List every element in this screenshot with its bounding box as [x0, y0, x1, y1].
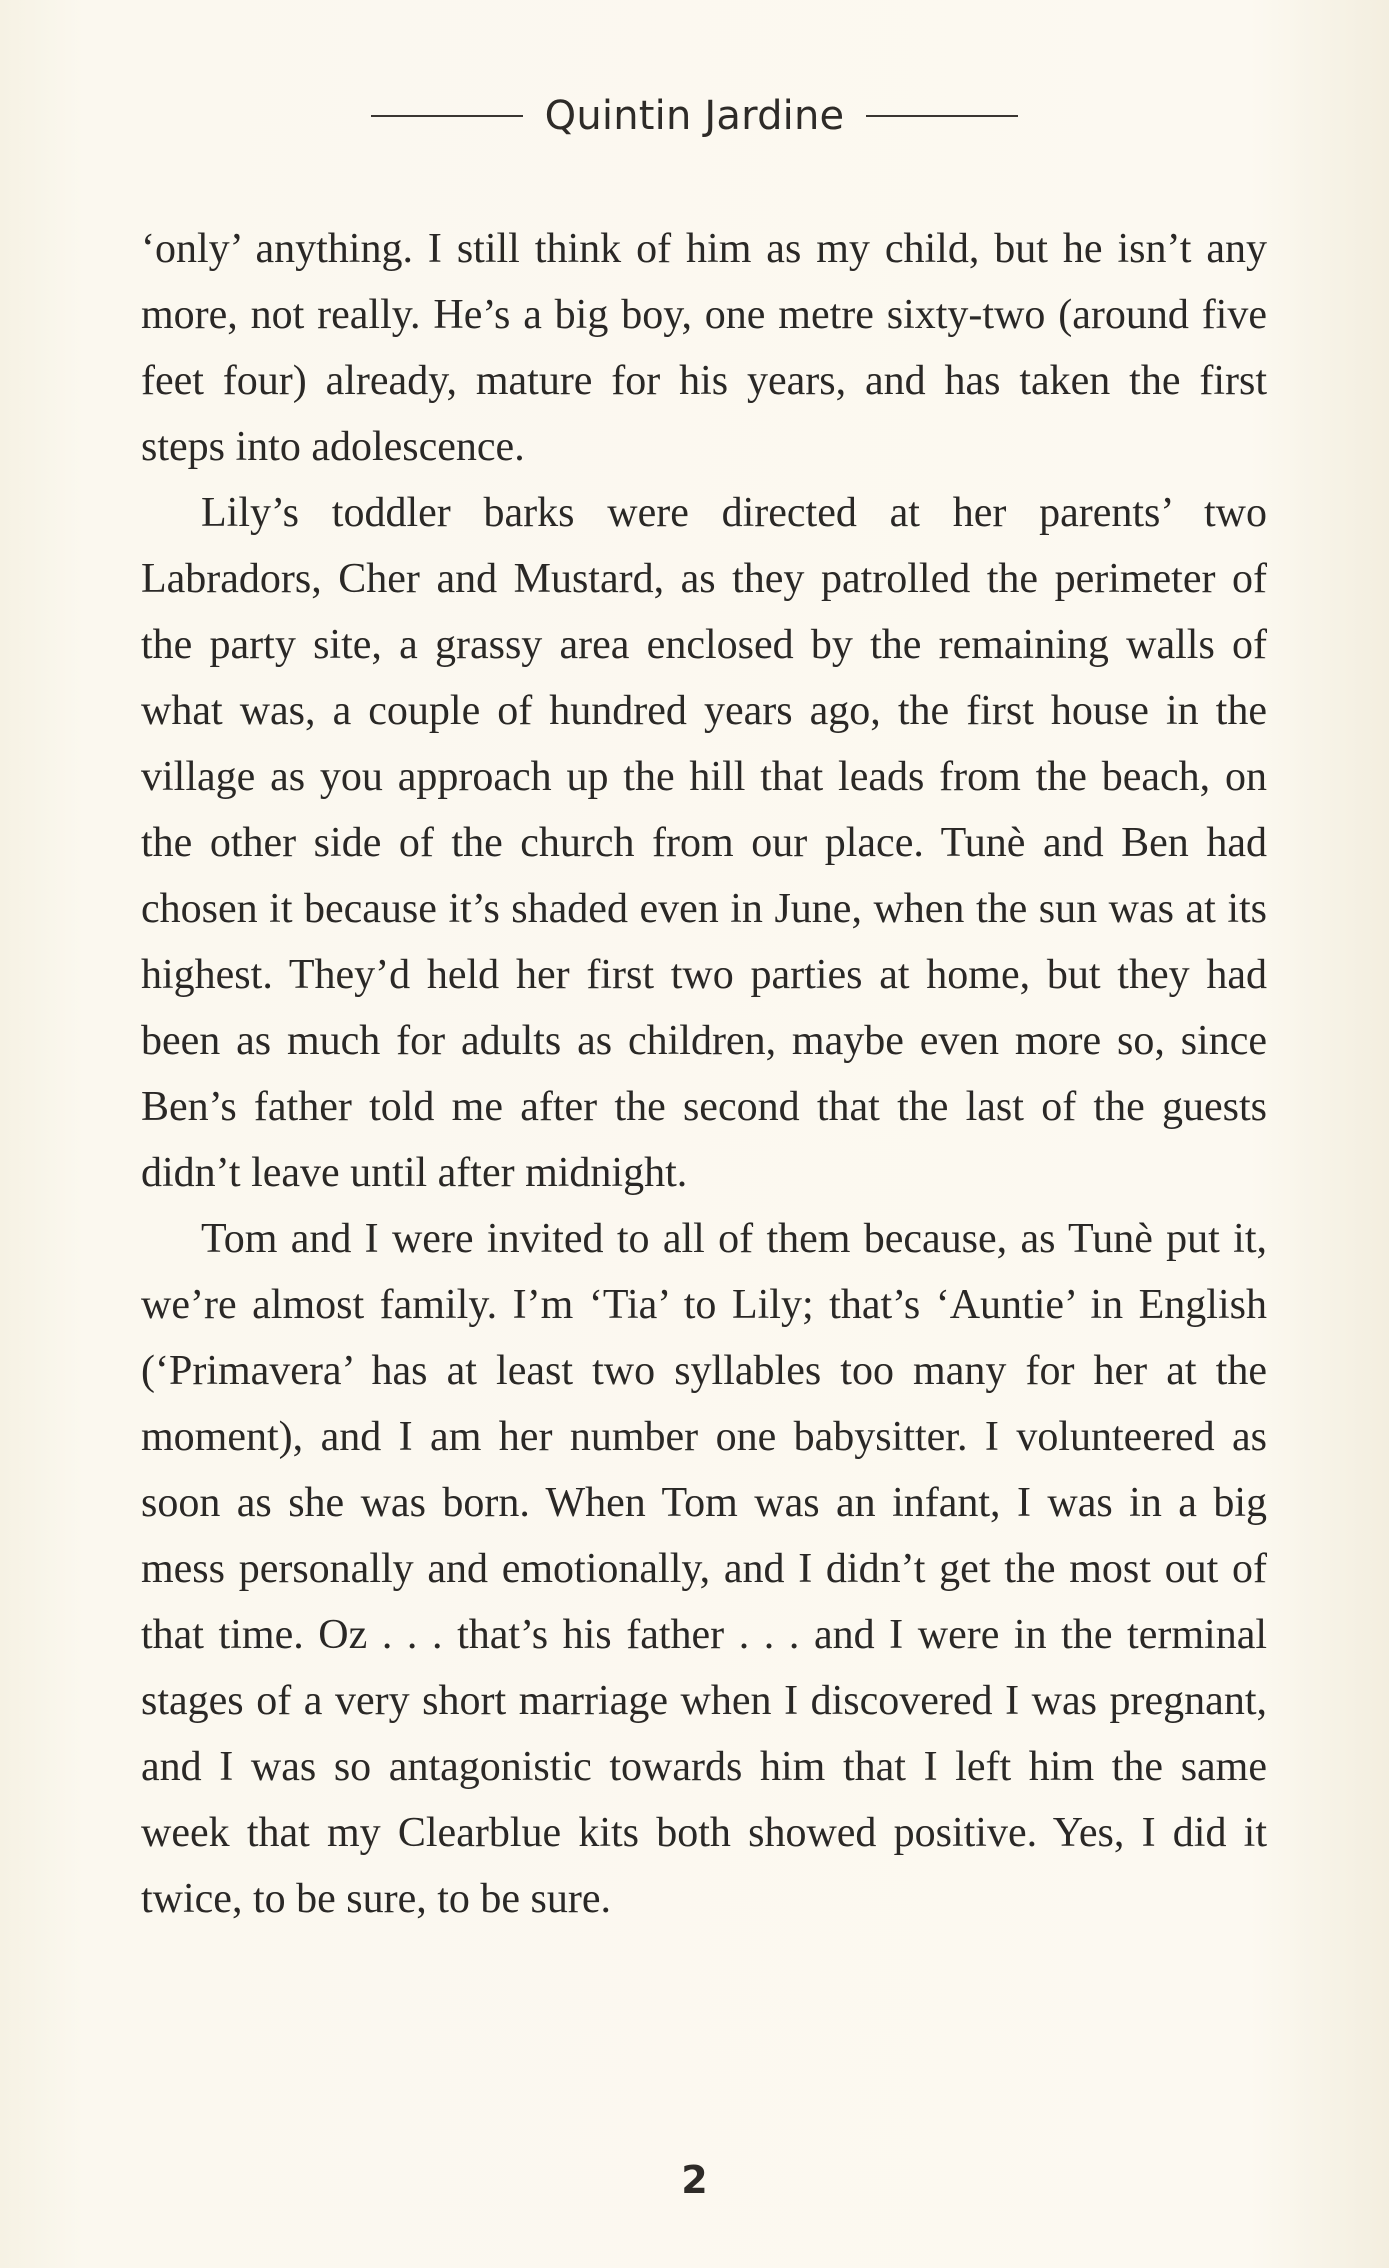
header-author: Quintin Jardine [544, 93, 845, 139]
header-rule-left [371, 115, 523, 117]
paragraph: Tom and I were invited to all of them because, as Tunè put it, we’re almost family. I’m ‘Tia’ to Lily; that’s ‘Auntie’ in English (‘Primavera’ has at least two syllables too many for her at the moment), and I am her number one babysitter. I volunteered as soon as she was born. When Tom was an infant, I was in a big mess personally and emotionally, and I didn’t get the most out of that time. Oz . . . that’s his father . . . and I were in the terminal stages of a very short marriage when I discovered I was pregnant, and I was so antagonistic towards him that I left him the same week that my Clearblue kits both showed positive. Yes, I did it twice, to be sure, to be sure. [141, 1216, 1267, 1922]
header-rule-right [866, 115, 1018, 117]
running-header [0, 88, 1389, 144]
page-number: 2 [681, 2158, 708, 2202]
body-text [141, 216, 1267, 1932]
paragraph: Lily’s toddler barks were directed at her parents’ two Labradors, Cher and Mustard, as they patrolled the perimeter of the party site, a grassy area enclosed by the remaining walls of what was, a couple of hundred years ago, the first house in the village as you approach up the hill that leads from the beach, on the other side of the church from our place. Tunè and Ben had chosen it because it’s shaded even in June, when the sun was at its highest. They’d held her first two parties at home, but they had been as much for adults as children, maybe even more so, since Ben’s father told me after the second that the last of the guests didn’t leave until after midnight. [141, 490, 1267, 1196]
paragraph: ‘only’ anything. I still think of him as my child, but he isn’t any more, not really. He’s a big boy, one metre sixty-two (around five feet four) already, mature for his years, and has taken the first steps into adolescence. [141, 226, 1267, 470]
